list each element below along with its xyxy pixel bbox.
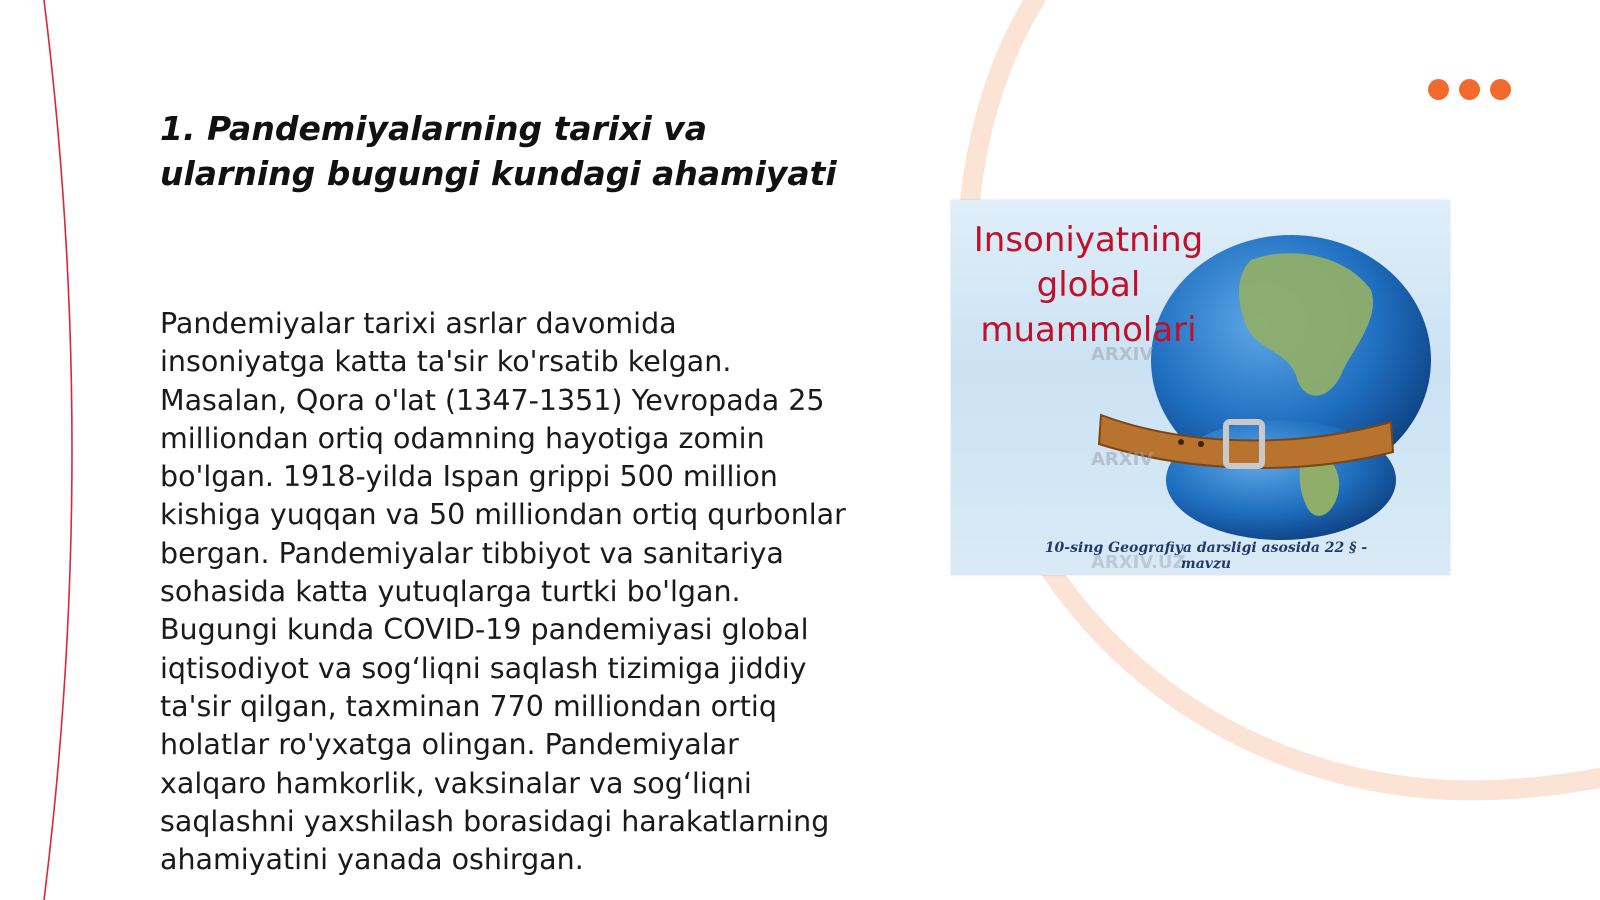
image-title: Insoniyatning global muammolari — [973, 220, 1204, 350]
watermark-2: ARXIV — [1091, 449, 1154, 470]
left-red-curve — [44, 0, 72, 900]
globe-illustration — [951, 200, 1450, 575]
dot-icon — [1428, 79, 1449, 100]
slide-title: 1. Pandemiyalarning tarixi va ularning bugungi kundagi ahamiyati — [160, 109, 837, 193]
image-caption: 10-sing Geografiya darsligi asosida 22 § - mavzu — [1044, 540, 1368, 572]
dot-icon — [1459, 79, 1480, 100]
watermark-1: ARXIV — [1091, 344, 1154, 365]
more-options[interactable] — [1428, 79, 1511, 100]
watermark-3: ARXIV.UZ — [1091, 552, 1186, 573]
slide-body-text: Pandemiyalar tarixi asrlar davomida insoniyatga katta ta'sir ko'rsatib kelgan. Masalan, Qora o'lat (1347-1351) Yevropada 25 milliondan ortiq odamning hayotiga zomin bo'lgan. 1918-yilda Ispan grippi 500 million kishiga yuqqan va 50 milliondan ortiq qurbonlar bergan. Pandemiyalar tibbiyot va sanitariya sohasida katta yutuqlarga turtki bo'lgan. Bugungi kunda COVID-19 pandemiyasi global iqtisodiyot va sog‘liqni saqlash tizimiga jiddiy ta'sir qilgan, taxminan 770 milliondan ortiq holatlar ro'yxatga olingan. Pandemiyalar xalqaro hamkorlik, vaksinalar va sog‘liqni saqlashni yaxshilash borasidagi harakatlarning ahamiyatini yanada oshirgan. — [160, 307, 846, 877]
dot-icon — [1490, 79, 1511, 100]
